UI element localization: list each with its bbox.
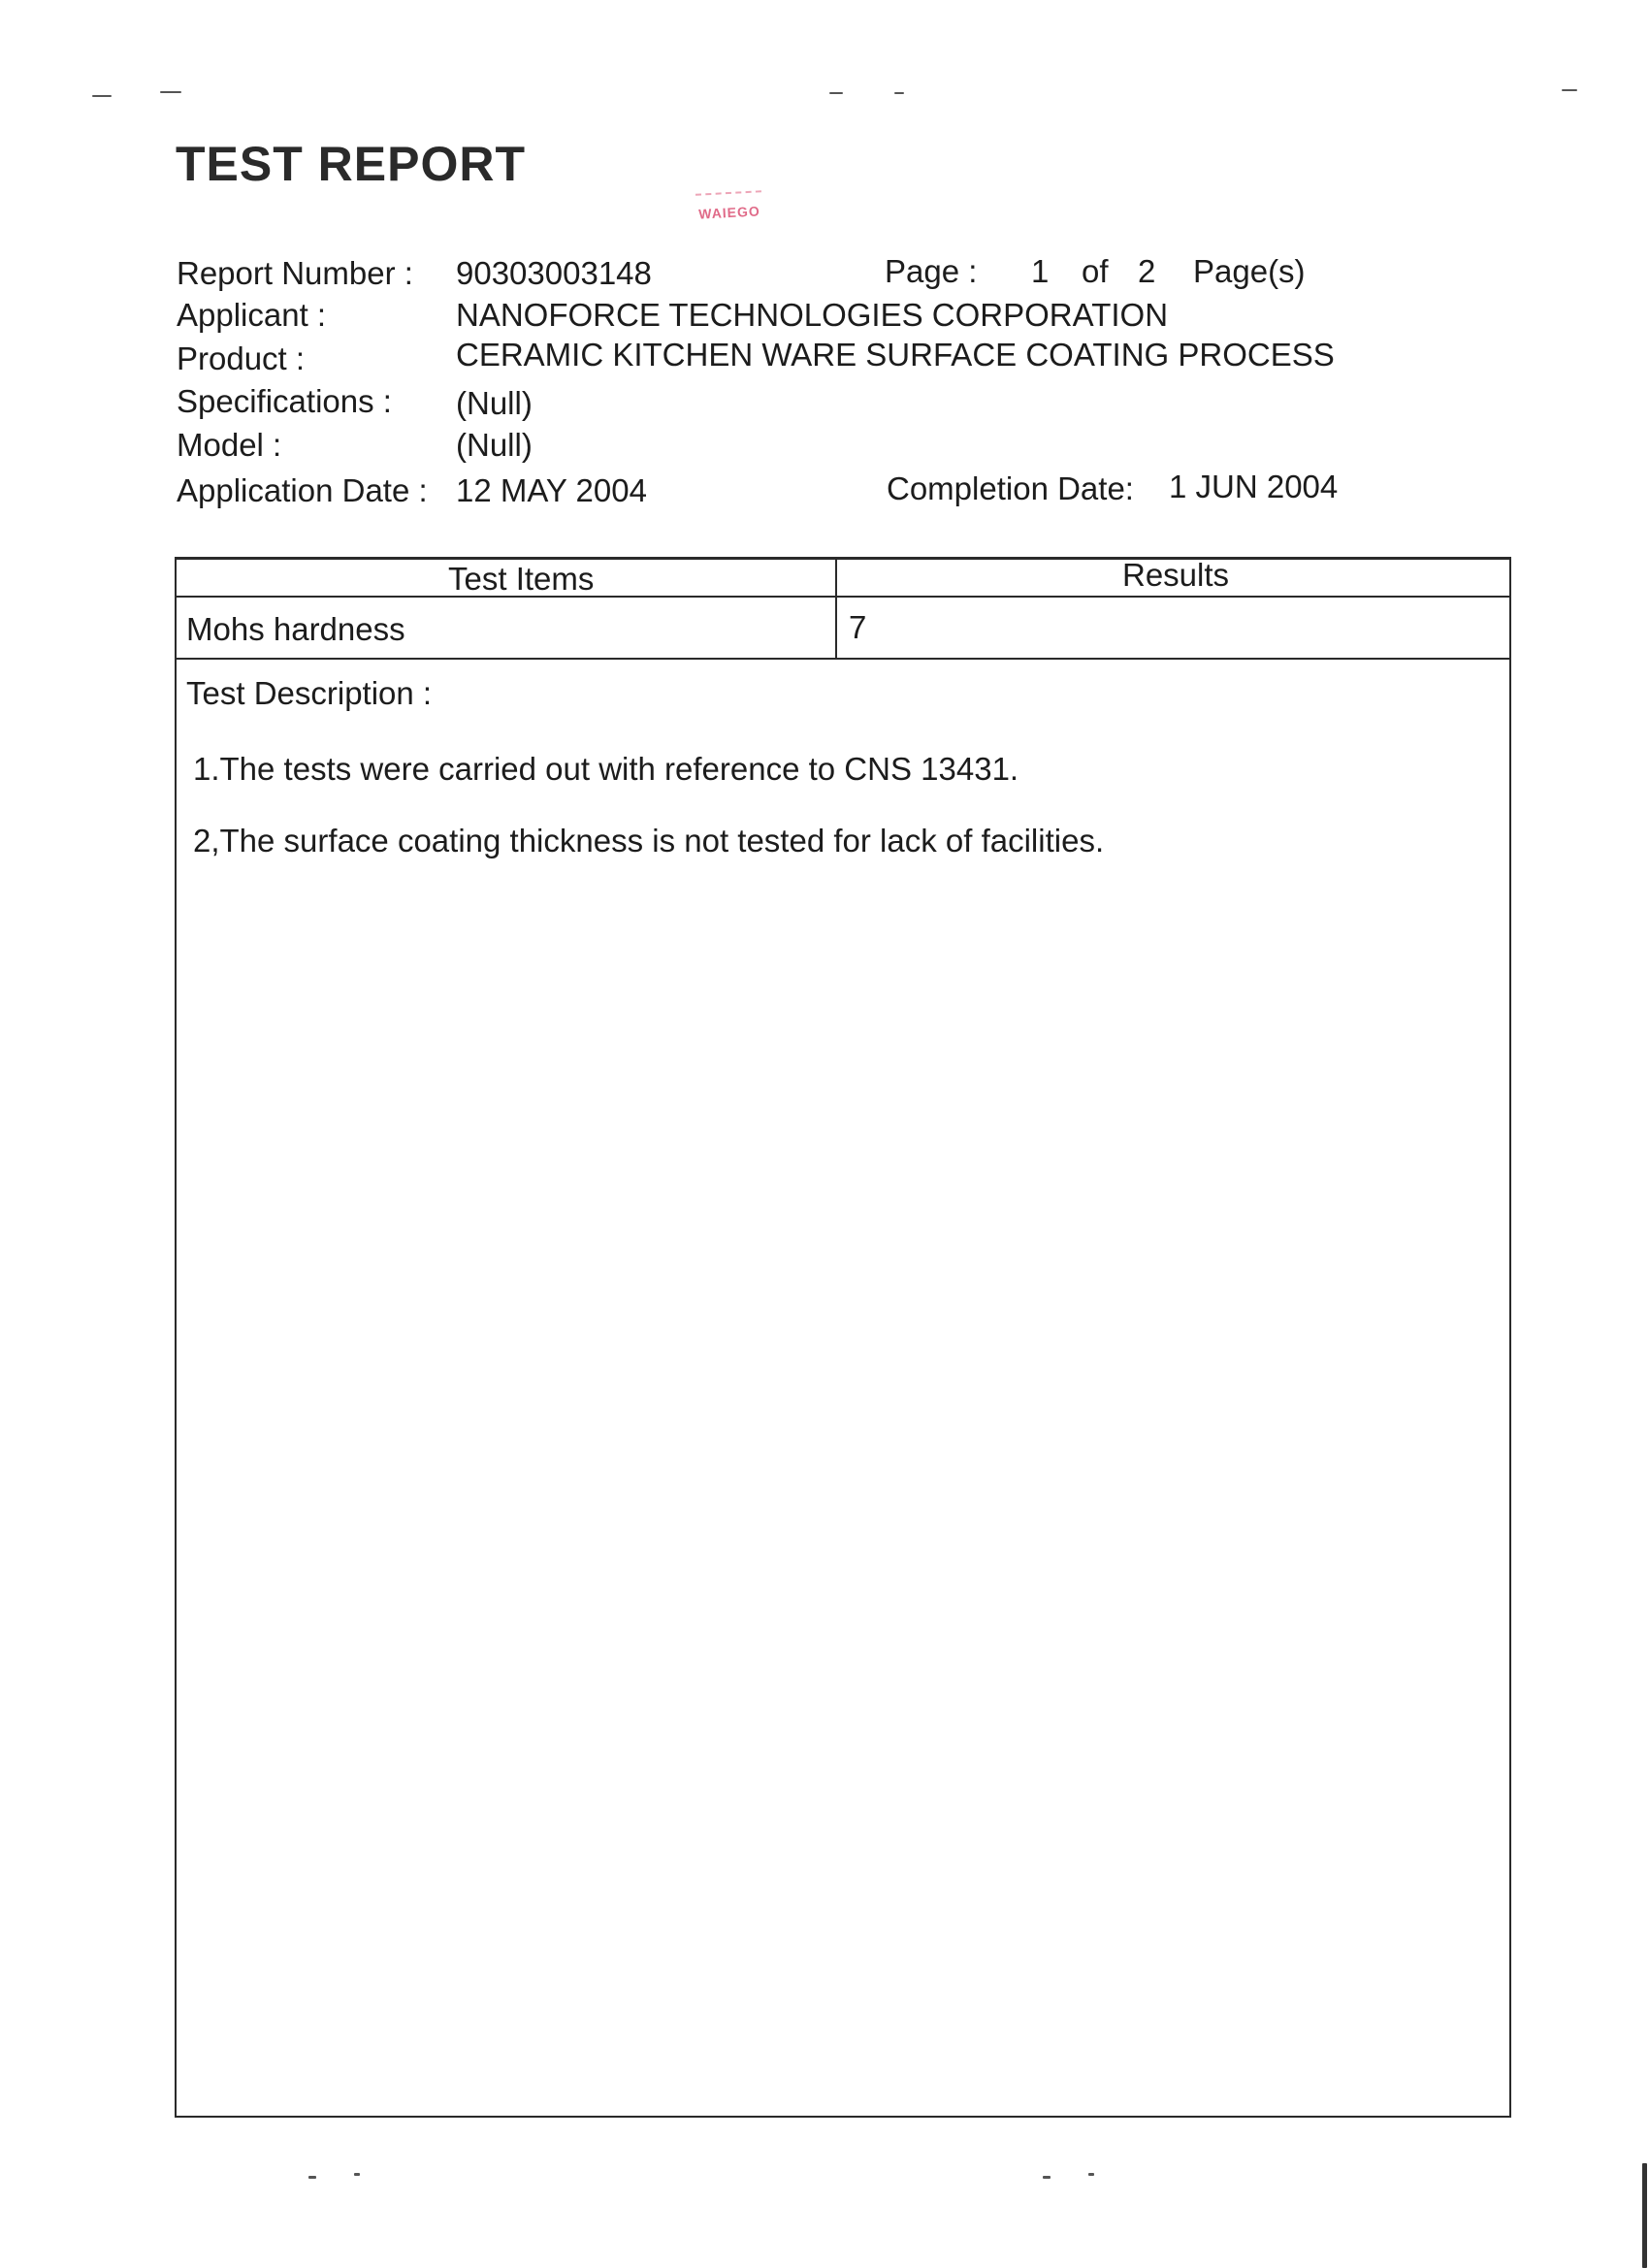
scan-speck [354,2173,360,2176]
report-number-label: Report Number : [177,255,413,291]
test-description-line-2: 2,The surface coating thickness is not tested for lack of facilities. [193,823,1105,859]
product-value: CERAMIC KITCHEN WARE SURFACE COATING PROCESS [456,337,1335,373]
scan-edge-shadow [1642,2163,1647,2268]
model-value: (Null) [456,427,533,463]
page-label: Page : [885,253,978,289]
scan-speck [1088,2173,1094,2176]
completion-date-label: Completion Date: [887,470,1134,506]
header-row-divider [177,596,1509,598]
model-label: Model : [177,427,282,463]
red-stamp-mark: WAIEGO [695,190,763,235]
scan-speck [308,2176,316,2179]
row-test-item: Mohs hardness [186,611,405,647]
report-title: TEST REPORT [176,137,527,191]
test-description-line-1: 1.The tests were carried out with reference to CNS 13431. [193,751,1019,787]
page-total: 2 [1138,253,1156,289]
applicant-value: NANOFORCE TECHNOLOGIES CORPORATION [456,297,1169,333]
results-table [175,557,1511,2118]
scan-speck [829,92,843,94]
specifications-value: (Null) [456,385,533,421]
row-result-value: 7 [849,609,867,645]
report-number-value: 90303003148 [456,255,652,291]
test-description-label: Test Description : [186,675,433,711]
product-label: Product : [177,340,306,376]
page-suffix: Page(s) [1193,253,1306,289]
first-row-divider [177,658,1509,660]
application-date-value: 12 MAY 2004 [456,472,647,508]
page-of-label: of [1082,253,1109,289]
application-date-label: Application Date : [177,472,428,508]
scan-speck [1562,89,1577,91]
scan-speck [1043,2176,1051,2179]
scan-speck [894,92,904,94]
page-current: 1 [1031,253,1050,289]
column-divider [835,560,837,658]
completion-date-value: 1 JUN 2004 [1169,469,1339,504]
header-results: Results [1122,557,1230,593]
scan-speck [160,91,181,93]
specifications-label: Specifications : [177,383,392,419]
scan-speck [92,95,112,97]
header-test-items: Test Items [448,561,595,597]
applicant-label: Applicant : [177,297,327,333]
